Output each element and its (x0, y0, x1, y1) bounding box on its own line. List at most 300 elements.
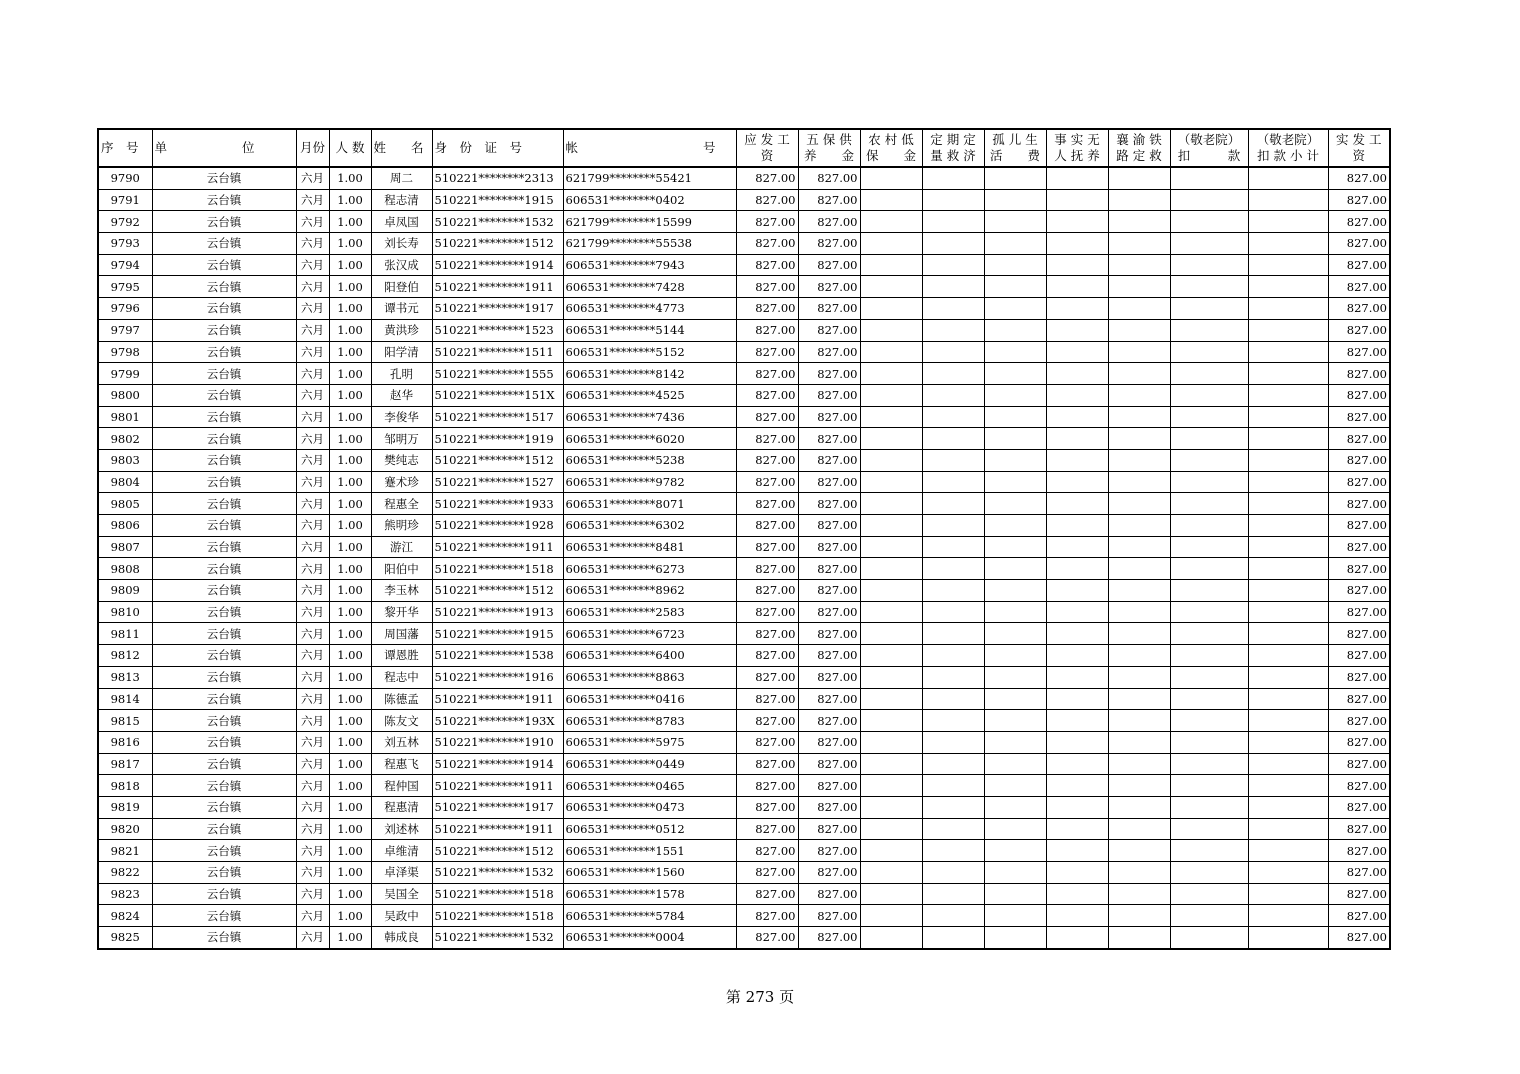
cell-empty (860, 666, 922, 688)
cell-empty (1248, 796, 1328, 818)
cell-empty (1108, 298, 1170, 320)
cell-wubao: 827.00 (798, 688, 860, 710)
cell-empty (860, 493, 922, 515)
cell-empty (1170, 580, 1248, 602)
cell-seq: 9805 (98, 493, 152, 515)
cell-account: 606531********5975 (563, 731, 736, 753)
cell-empty (1046, 233, 1108, 255)
cell-name: 谭书元 (371, 298, 432, 320)
cell-empty (1170, 233, 1248, 255)
cell-wubao: 827.00 (798, 254, 860, 276)
cell-name: 黄洪珍 (371, 319, 432, 341)
cell-id: 510221********1916 (432, 666, 563, 688)
cell-payable: 827.00 (736, 905, 798, 927)
cell-empty (1170, 927, 1248, 949)
header-seq: 序 号 (98, 129, 152, 167)
cell-empty (922, 536, 984, 558)
cell-name: 张汉成 (371, 254, 432, 276)
cell-seq: 9825 (98, 927, 152, 949)
cell-account: 606531********7428 (563, 276, 736, 298)
cell-count: 1.00 (329, 471, 371, 493)
cell-unit: 云台镇 (152, 384, 296, 406)
cell-empty (1248, 406, 1328, 428)
cell-month: 六月 (296, 189, 329, 211)
cell-empty (1046, 601, 1108, 623)
cell-empty (1046, 840, 1108, 862)
cell-empty (860, 384, 922, 406)
cell-actual: 827.00 (1328, 753, 1390, 775)
cell-empty (1170, 471, 1248, 493)
cell-month: 六月 (296, 428, 329, 450)
cell-name: 卓凤国 (371, 211, 432, 233)
cell-empty (1248, 883, 1328, 905)
cell-name: 樊纯志 (371, 449, 432, 471)
cell-id: 510221********1555 (432, 363, 563, 385)
cell-empty (860, 818, 922, 840)
cell-payable: 827.00 (736, 406, 798, 428)
cell-unit: 云台镇 (152, 298, 296, 320)
cell-empty (1046, 536, 1108, 558)
cell-name: 蹇术珍 (371, 471, 432, 493)
cell-month: 六月 (296, 363, 329, 385)
cell-id: 510221********193X (432, 710, 563, 732)
cell-actual: 827.00 (1328, 818, 1390, 840)
header-payable: 应 发 工 资 (736, 129, 798, 167)
cell-empty (922, 710, 984, 732)
cell-month: 六月 (296, 580, 329, 602)
cell-name: 吴国全 (371, 883, 432, 905)
cell-empty (1170, 428, 1248, 450)
cell-name: 卓泽渠 (371, 862, 432, 884)
cell-account: 606531********6020 (563, 428, 736, 450)
cell-empty (1170, 254, 1248, 276)
cell-wubao: 827.00 (798, 623, 860, 645)
cell-empty (1248, 666, 1328, 688)
cell-empty (1108, 666, 1170, 688)
cell-count: 1.00 (329, 731, 371, 753)
cell-name: 李玉林 (371, 580, 432, 602)
cell-name: 赵华 (371, 384, 432, 406)
cell-id: 510221********1928 (432, 515, 563, 537)
cell-actual: 827.00 (1328, 493, 1390, 515)
table-row (98, 233, 1390, 255)
cell-empty (922, 775, 984, 797)
cell-empty (1248, 167, 1328, 189)
cell-empty (1046, 276, 1108, 298)
header-id: 身 份 证 号 (432, 129, 563, 167)
cell-empty (1108, 601, 1170, 623)
cell-payable: 827.00 (736, 384, 798, 406)
header-account: 帐 号 (563, 129, 736, 167)
cell-actual: 827.00 (1328, 167, 1390, 189)
cell-seq: 9804 (98, 471, 152, 493)
cell-empty (860, 927, 922, 949)
cell-unit: 云台镇 (152, 428, 296, 450)
cell-empty (1170, 298, 1248, 320)
cell-empty (1248, 710, 1328, 732)
cell-id: 510221********1910 (432, 731, 563, 753)
cell-unit: 云台镇 (152, 515, 296, 537)
cell-month: 六月 (296, 211, 329, 233)
cell-actual: 827.00 (1328, 883, 1390, 905)
cell-empty (984, 775, 1046, 797)
cell-seq: 9817 (98, 753, 152, 775)
cell-empty (922, 363, 984, 385)
cell-empty (1046, 927, 1108, 949)
cell-empty (1248, 428, 1328, 450)
cell-count: 1.00 (329, 818, 371, 840)
cell-unit: 云台镇 (152, 536, 296, 558)
cell-wubao: 827.00 (798, 298, 860, 320)
cell-unit: 云台镇 (152, 406, 296, 428)
cell-empty (1046, 645, 1108, 667)
cell-empty (1108, 927, 1170, 949)
cell-empty (1046, 406, 1108, 428)
cell-account: 621799********15599 (563, 211, 736, 233)
cell-empty (1108, 384, 1170, 406)
cell-wubao: 827.00 (798, 233, 860, 255)
cell-empty (1046, 254, 1108, 276)
cell-unit: 云台镇 (152, 167, 296, 189)
cell-seq: 9802 (98, 428, 152, 450)
cell-count: 1.00 (329, 536, 371, 558)
cell-empty (1108, 796, 1170, 818)
cell-seq: 9803 (98, 449, 152, 471)
cell-empty (1108, 883, 1170, 905)
cell-empty (1170, 645, 1248, 667)
cell-empty (860, 688, 922, 710)
cell-name: 程惠全 (371, 493, 432, 515)
cell-empty (984, 341, 1046, 363)
cell-empty (984, 796, 1046, 818)
cell-empty (1248, 341, 1328, 363)
cell-empty (984, 406, 1046, 428)
cell-wubao: 827.00 (798, 818, 860, 840)
cell-count: 1.00 (329, 710, 371, 732)
cell-empty (1248, 384, 1328, 406)
cell-seq: 9809 (98, 580, 152, 602)
cell-empty (860, 862, 922, 884)
cell-empty (984, 233, 1046, 255)
cell-payable: 827.00 (736, 775, 798, 797)
cell-month: 六月 (296, 167, 329, 189)
cell-payable: 827.00 (736, 428, 798, 450)
cell-count: 1.00 (329, 580, 371, 602)
cell-month: 六月 (296, 233, 329, 255)
cell-account: 606531********8863 (563, 666, 736, 688)
cell-wubao: 827.00 (798, 493, 860, 515)
cell-wubao: 827.00 (798, 905, 860, 927)
cell-count: 1.00 (329, 276, 371, 298)
cell-empty (1170, 905, 1248, 927)
cell-month: 六月 (296, 710, 329, 732)
cell-month: 六月 (296, 298, 329, 320)
cell-count: 1.00 (329, 384, 371, 406)
cell-empty (860, 536, 922, 558)
cell-payable: 827.00 (736, 927, 798, 949)
cell-empty (1108, 233, 1170, 255)
cell-payable: 827.00 (736, 862, 798, 884)
cell-name: 周国藩 (371, 623, 432, 645)
cell-wubao: 827.00 (798, 341, 860, 363)
cell-empty (922, 276, 984, 298)
header-xiangyu: 襄 渝 铁 路 定 救 (1108, 129, 1170, 167)
cell-payable: 827.00 (736, 319, 798, 341)
header-row (98, 129, 1390, 167)
table-row (98, 384, 1390, 406)
cell-payable: 827.00 (736, 515, 798, 537)
cell-wubao: 827.00 (798, 753, 860, 775)
cell-id: 510221********1917 (432, 796, 563, 818)
cell-account: 606531********6723 (563, 623, 736, 645)
cell-account: 621799********55421 (563, 167, 736, 189)
cell-seq: 9792 (98, 211, 152, 233)
cell-seq: 9811 (98, 623, 152, 645)
cell-empty (1170, 862, 1248, 884)
header-nongcun: 农 村 低 保 金 (860, 129, 922, 167)
cell-actual: 827.00 (1328, 623, 1390, 645)
cell-empty (922, 189, 984, 211)
cell-empty (1170, 710, 1248, 732)
cell-empty (1046, 731, 1108, 753)
cell-empty (922, 558, 984, 580)
cell-name: 熊明珍 (371, 515, 432, 537)
cell-unit: 云台镇 (152, 363, 296, 385)
cell-account: 606531********0004 (563, 927, 736, 949)
cell-empty (984, 298, 1046, 320)
cell-empty (1170, 818, 1248, 840)
cell-account: 606531********4773 (563, 298, 736, 320)
cell-wubao: 827.00 (798, 211, 860, 233)
cell-empty (1108, 493, 1170, 515)
cell-empty (1046, 558, 1108, 580)
cell-empty (1108, 580, 1170, 602)
cell-account: 606531********0512 (563, 818, 736, 840)
cell-empty (1046, 211, 1108, 233)
cell-seq: 9813 (98, 666, 152, 688)
cell-empty (984, 449, 1046, 471)
cell-wubao: 827.00 (798, 580, 860, 602)
cell-seq: 9801 (98, 406, 152, 428)
cell-empty (984, 471, 1046, 493)
cell-id: 510221********1911 (432, 775, 563, 797)
cell-empty (922, 384, 984, 406)
cell-wubao: 827.00 (798, 883, 860, 905)
cell-payable: 827.00 (736, 688, 798, 710)
cell-month: 六月 (296, 276, 329, 298)
cell-account: 606531********5144 (563, 319, 736, 341)
table-body (98, 167, 1390, 949)
table-row (98, 428, 1390, 450)
cell-empty (860, 883, 922, 905)
cell-name: 程惠清 (371, 796, 432, 818)
cell-empty (860, 167, 922, 189)
cell-count: 1.00 (329, 493, 371, 515)
cell-empty (984, 363, 1046, 385)
cell-actual: 827.00 (1328, 862, 1390, 884)
cell-empty (922, 428, 984, 450)
cell-wubao: 827.00 (798, 515, 860, 537)
cell-empty (1170, 753, 1248, 775)
cell-empty (1170, 666, 1248, 688)
cell-empty (922, 298, 984, 320)
cell-empty (922, 406, 984, 428)
cell-count: 1.00 (329, 211, 371, 233)
header-count: 人 数 (329, 129, 371, 167)
cell-empty (860, 623, 922, 645)
cell-empty (1248, 189, 1328, 211)
cell-empty (860, 753, 922, 775)
cell-wubao: 827.00 (798, 840, 860, 862)
cell-payable: 827.00 (736, 818, 798, 840)
cell-account: 606531********6273 (563, 558, 736, 580)
cell-empty (860, 298, 922, 320)
cell-month: 六月 (296, 384, 329, 406)
cell-empty (984, 840, 1046, 862)
cell-empty (984, 515, 1046, 537)
cell-seq: 9824 (98, 905, 152, 927)
cell-month: 六月 (296, 449, 329, 471)
cell-count: 1.00 (329, 341, 371, 363)
cell-payable: 827.00 (736, 883, 798, 905)
cell-name: 刘述林 (371, 818, 432, 840)
cell-count: 1.00 (329, 428, 371, 450)
cell-actual: 827.00 (1328, 905, 1390, 927)
cell-empty (1046, 796, 1108, 818)
cell-seq: 9797 (98, 319, 152, 341)
cell-payable: 827.00 (736, 666, 798, 688)
cell-seq: 9822 (98, 862, 152, 884)
cell-empty (922, 254, 984, 276)
cell-empty (1170, 211, 1248, 233)
cell-count: 1.00 (329, 753, 371, 775)
cell-month: 六月 (296, 753, 329, 775)
cell-empty (922, 471, 984, 493)
table-row (98, 666, 1390, 688)
table-row (98, 515, 1390, 537)
cell-empty (984, 211, 1046, 233)
cell-seq: 9790 (98, 167, 152, 189)
table-row (98, 363, 1390, 385)
cell-empty (1046, 189, 1108, 211)
cell-empty (1046, 384, 1108, 406)
table-row (98, 862, 1390, 884)
cell-count: 1.00 (329, 167, 371, 189)
cell-empty (860, 233, 922, 255)
cell-account: 606531********1551 (563, 840, 736, 862)
cell-payable: 827.00 (736, 449, 798, 471)
cell-empty (1046, 710, 1108, 732)
cell-name: 周二 (371, 167, 432, 189)
cell-id: 510221********1915 (432, 189, 563, 211)
cell-seq: 9820 (98, 818, 152, 840)
cell-empty (1046, 319, 1108, 341)
cell-wubao: 827.00 (798, 449, 860, 471)
cell-actual: 827.00 (1328, 363, 1390, 385)
cell-empty (860, 406, 922, 428)
cell-account: 606531********5784 (563, 905, 736, 927)
header-wubao: 五 保 供 养 金 (798, 129, 860, 167)
cell-empty (860, 775, 922, 797)
cell-empty (922, 167, 984, 189)
cell-name: 陈德孟 (371, 688, 432, 710)
cell-account: 606531********5152 (563, 341, 736, 363)
cell-month: 六月 (296, 688, 329, 710)
cell-unit: 云台镇 (152, 254, 296, 276)
cell-unit: 云台镇 (152, 319, 296, 341)
cell-account: 621799********55538 (563, 233, 736, 255)
cell-name: 程志中 (371, 666, 432, 688)
cell-wubao: 827.00 (798, 471, 860, 493)
cell-wubao: 827.00 (798, 601, 860, 623)
cell-empty (1108, 428, 1170, 450)
cell-empty (860, 341, 922, 363)
cell-actual: 827.00 (1328, 298, 1390, 320)
cell-empty (1108, 731, 1170, 753)
cell-empty (1046, 623, 1108, 645)
cell-count: 1.00 (329, 254, 371, 276)
cell-empty (984, 927, 1046, 949)
cell-actual: 827.00 (1328, 515, 1390, 537)
cell-id: 510221********1917 (432, 298, 563, 320)
table-row (98, 406, 1390, 428)
cell-empty (1248, 645, 1328, 667)
header-dingqi: 定 期 定 量 救 济 (922, 129, 984, 167)
cell-empty (1046, 883, 1108, 905)
cell-id: 510221********1518 (432, 883, 563, 905)
cell-empty (922, 580, 984, 602)
cell-seq: 9818 (98, 775, 152, 797)
cell-name: 阳登伯 (371, 276, 432, 298)
cell-unit: 云台镇 (152, 753, 296, 775)
cell-unit: 云台镇 (152, 580, 296, 602)
cell-empty (1046, 449, 1108, 471)
cell-empty (1248, 449, 1328, 471)
cell-empty (1108, 558, 1170, 580)
cell-count: 1.00 (329, 645, 371, 667)
cell-unit: 云台镇 (152, 710, 296, 732)
table-row (98, 840, 1390, 862)
cell-id: 510221********1911 (432, 276, 563, 298)
cell-unit: 云台镇 (152, 558, 296, 580)
cell-payable: 827.00 (736, 840, 798, 862)
cell-unit: 云台镇 (152, 276, 296, 298)
header-jinglao-subtotal: （敬老院） 扣 款 小 计 (1248, 129, 1328, 167)
cell-empty (1046, 515, 1108, 537)
cell-name: 程仲国 (371, 775, 432, 797)
cell-month: 六月 (296, 731, 329, 753)
cell-empty (1170, 493, 1248, 515)
table-row (98, 189, 1390, 211)
cell-wubao: 827.00 (798, 406, 860, 428)
table-row (98, 341, 1390, 363)
cell-empty (984, 580, 1046, 602)
cell-wubao: 827.00 (798, 536, 860, 558)
cell-account: 606531********2583 (563, 601, 736, 623)
cell-empty (922, 233, 984, 255)
cell-name: 李俊华 (371, 406, 432, 428)
cell-account: 606531********8142 (563, 363, 736, 385)
cell-name: 阳伯中 (371, 558, 432, 580)
cell-empty (1170, 319, 1248, 341)
cell-month: 六月 (296, 515, 329, 537)
header-shishi: 事 实 无 人 抚 养 (1046, 129, 1108, 167)
cell-empty (922, 753, 984, 775)
cell-empty (1170, 883, 1248, 905)
cell-empty (1248, 493, 1328, 515)
cell-account: 606531********0449 (563, 753, 736, 775)
cell-empty (860, 449, 922, 471)
